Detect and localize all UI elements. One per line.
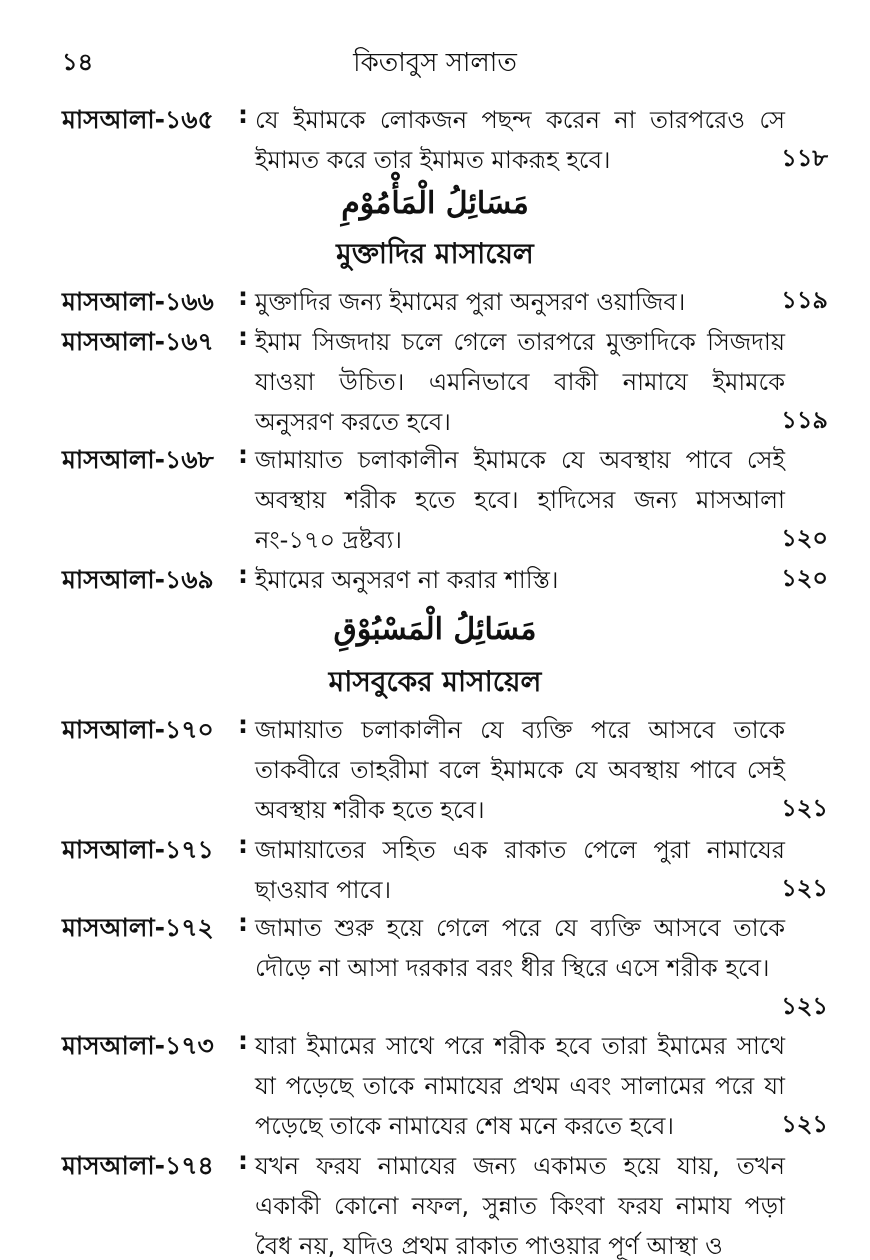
toc-entry bbox=[0, 1146, 870, 1260]
toc-entry bbox=[0, 100, 870, 180]
entry-text: জামায়াত চলাকালীন ইমামকে যে অবস্থায় পাবে সেই অবস্থায় শরীক হতে হবে। হাদিসের জন্য মাসআলা নং-১৭০ দ্রষ্টব্য। bbox=[255, 446, 785, 554]
page-number: ১৪ bbox=[62, 48, 94, 76]
entry-colon: : bbox=[238, 908, 248, 937]
entry-page: ১২০ bbox=[781, 524, 828, 552]
entry-colon: : bbox=[238, 282, 248, 311]
entry-text: যে ইমামকে লোকজন পছন্দ করেন না তারপরেও সে ইমামত করে তার ইমামত মাকরূহ হবে। bbox=[255, 106, 785, 174]
toc-entry bbox=[0, 710, 870, 830]
entry-colon: : bbox=[238, 440, 248, 469]
entry-label: মাসআলা-১৬৭ bbox=[62, 327, 214, 356]
toc-entry bbox=[0, 908, 870, 1028]
book-title: কিতাবুস সালাত bbox=[353, 48, 517, 78]
entry-colon: : bbox=[238, 1026, 248, 1055]
toc-entry bbox=[0, 322, 870, 442]
entry-label: মাসআলা-১৬৫ bbox=[62, 105, 214, 134]
section-title: মুক্তাদির মাসায়েল bbox=[336, 237, 534, 270]
entry-colon: : bbox=[238, 830, 248, 859]
entry-label: মাসআলা-১৬৮ bbox=[62, 445, 214, 474]
entry-text: জামাত শুরু হয়ে গেলে পরে যে ব্যক্তি আসবে তাকে দৌড়ে না আসা দরকার বরং ধীর স্থিরে এসে শরীক হবে। bbox=[255, 914, 785, 982]
entry-colon: : bbox=[238, 100, 248, 129]
entry-page: ১২১ bbox=[781, 992, 828, 1020]
entry-page: ১১৯ bbox=[781, 286, 828, 314]
entry-label: মাসআলা-১৭৪ bbox=[62, 1151, 214, 1180]
entry-page: ১১৯ bbox=[781, 406, 828, 434]
entry-page: ১২০ bbox=[781, 564, 828, 592]
entry-text: যারা ইমামের সাথে পরে শরীক হবে তারা ইমামের সাথে যা পড়েছে তাকে নামাযের প্রথম এবং সালামের পরে যা পড়েছে তাকে নামাযের শেষ মনে করতে হবে। bbox=[255, 1032, 785, 1140]
entry-label: মাসআলা-১৬৬ bbox=[62, 287, 214, 316]
toc-entry bbox=[0, 1026, 870, 1146]
page-header bbox=[0, 38, 870, 82]
entry-colon: : bbox=[238, 1146, 248, 1175]
entry-label: মাসআলা-১৬৯ bbox=[62, 565, 214, 594]
entry-colon: : bbox=[238, 322, 248, 351]
entry-label: মাসআলা-১৭৩ bbox=[62, 1031, 214, 1060]
entry-label: মাসআলা-১৭০ bbox=[62, 715, 214, 744]
entry-text: জামায়াতের সহিত এক রাকাত পেলে পুরা নামাযের ছাওয়াব পাবে। bbox=[255, 836, 785, 904]
section-title: মাসবুকের মাসায়েল bbox=[328, 665, 542, 698]
entry-text: ইমামের অনুসরণ না করার শাস্তি। bbox=[255, 566, 559, 594]
toc-entry bbox=[0, 830, 870, 910]
entry-page: ১১৮ bbox=[781, 144, 828, 172]
entry-label: মাসআলা-১৭১ bbox=[62, 835, 214, 864]
toc-entry bbox=[0, 560, 870, 600]
entry-colon: : bbox=[238, 560, 248, 589]
section-arabic-heading: مَسَائِلُ الْمَأْمُوْمِ bbox=[341, 186, 529, 221]
entry-text: মুক্তাদির জন্য ইমামের পুরা অনুসরণ ওয়াজিব। bbox=[255, 288, 686, 316]
section-arabic-heading: مَسَائِلُ الْمَسْبُوْقِ bbox=[333, 612, 537, 647]
entry-page: ১২১ bbox=[781, 794, 828, 822]
entry-text: যখন ফরয নামাযের জন্য একামত হয়ে যায়, তখন একাকী কোনো নফল, সুন্নাত কিংবা ফরয নামায পড়া বৈধ নয়, যদিও প্রথম রাকাত পাওয়ার পূর্ণ আস্থা ও bbox=[255, 1152, 785, 1260]
toc-entry bbox=[0, 282, 870, 322]
entry-label: মাসআলা-১৭২ bbox=[62, 913, 214, 942]
entry-colon: : bbox=[238, 710, 248, 739]
entry-page: ১২১ bbox=[781, 874, 828, 902]
entry-page: ১২১ bbox=[781, 1110, 828, 1138]
toc-entry bbox=[0, 440, 870, 560]
entry-text: জামায়াত চলাকালীন যে ব্যক্তি পরে আসবে তাকে তাকবীরে তাহরীমা বলে ইমামকে যে অবস্থায় পাবে সেই অবস্থায় শরীক হতে হবে। bbox=[255, 716, 785, 824]
entry-text: ইমাম সিজদায় চলে গেলে তারপরে মুক্তাদিকে সিজদায় যাওয়া উচিত। এমনিভাবে বাকী নামাযে ইমামকে অনুসরণ করতে হবে। bbox=[255, 328, 785, 436]
